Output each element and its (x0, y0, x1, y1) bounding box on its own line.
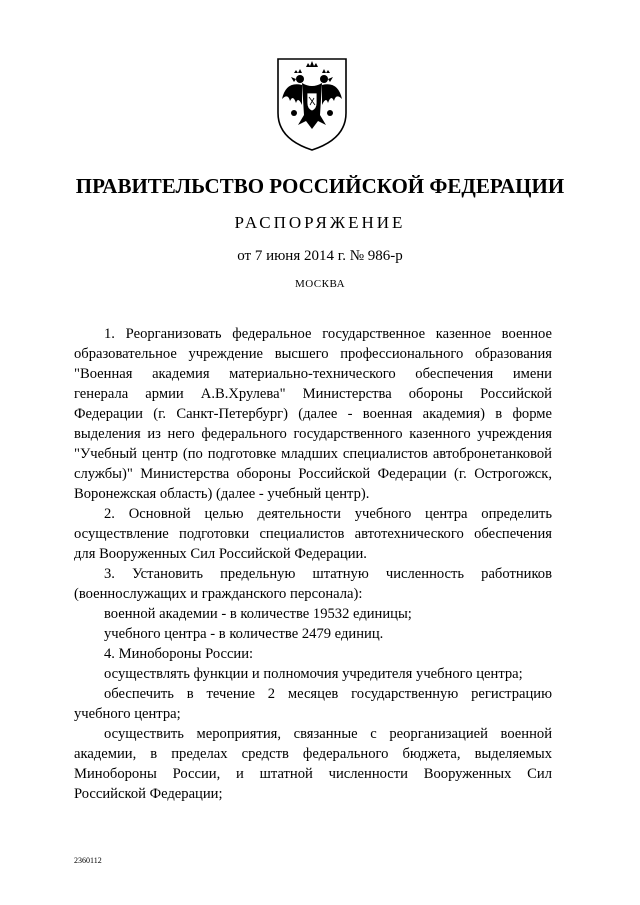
body-line: осуществить мероприятия, связанные с реорганизацией военной (104, 726, 552, 742)
body-line: генерала армии А.В.Хрулева" Министерства обороны Российской (74, 386, 552, 402)
body-line: образовательное учреждение высшего профессионального образования (74, 346, 552, 362)
body-line: службы)" Министерства обороны Российской Федерации (г. Острогожск, (74, 466, 552, 482)
government-title: ПРАВИТЕЛЬСТВО РОССИЙСКОЙ ФЕДЕРАЦИИ (75, 174, 565, 198)
body-line: Российской Федерации; (74, 786, 223, 802)
body-line: "Учебный центр (по подготовке младших специалистов автобронетанковой (74, 446, 552, 462)
city-name: МОСКВА (294, 278, 346, 290)
body-line: выделения из него федерального государственного казенного учреждения (74, 426, 552, 442)
body-line: Воронежская область) (далее - учебный центр). (74, 486, 370, 502)
body-line: учебного центра; (74, 706, 181, 722)
body-line: академии, в пределах средств федерального бюджета, выделяемых (74, 746, 552, 762)
document-type: РАСПОРЯЖЕНИЕ (234, 213, 406, 232)
body-line: 2. Основной целью деятельности учебного центра определить (104, 506, 552, 522)
body-line: осуществлять функции и полномочия учредителя учебного центра; (104, 666, 523, 682)
body-line: "Военная академия материально-технического обеспечения имени (74, 366, 552, 382)
body-line: 4. Минобороны России: (104, 646, 254, 662)
coat-of-arms-icon (272, 55, 352, 153)
date-and-number: от 7 июня 2014 г. № 986-р (237, 248, 403, 264)
body-line: осуществление подготовки специалистов автотехнического обеспечения (74, 526, 552, 542)
body-line: 1. Реорганизовать федеральное государственное казенное военное (104, 326, 552, 342)
body-line: военной академии - в количестве 19532 единицы; (104, 606, 412, 622)
body-line: для Вооруженных Сил Российской Федерации. (74, 546, 367, 562)
body-line: Минобороны России, и штатной численности Вооруженных Сил (74, 766, 552, 782)
body-line: Федерации (г. Санкт-Петербург) (далее - военная академия) в форме (74, 406, 552, 422)
document-code: 2360112 (74, 856, 102, 865)
body-line: (военнослужащих и гражданского персонала): (74, 586, 363, 602)
document-body (74, 324, 552, 804)
body-line: обеспечить в течение 2 месяцев государственную регистрацию (104, 686, 552, 702)
body-line: 3. Установить предельную штатную численность работников (104, 566, 552, 582)
body-line: учебного центра - в количестве 2479 единиц. (104, 626, 384, 642)
